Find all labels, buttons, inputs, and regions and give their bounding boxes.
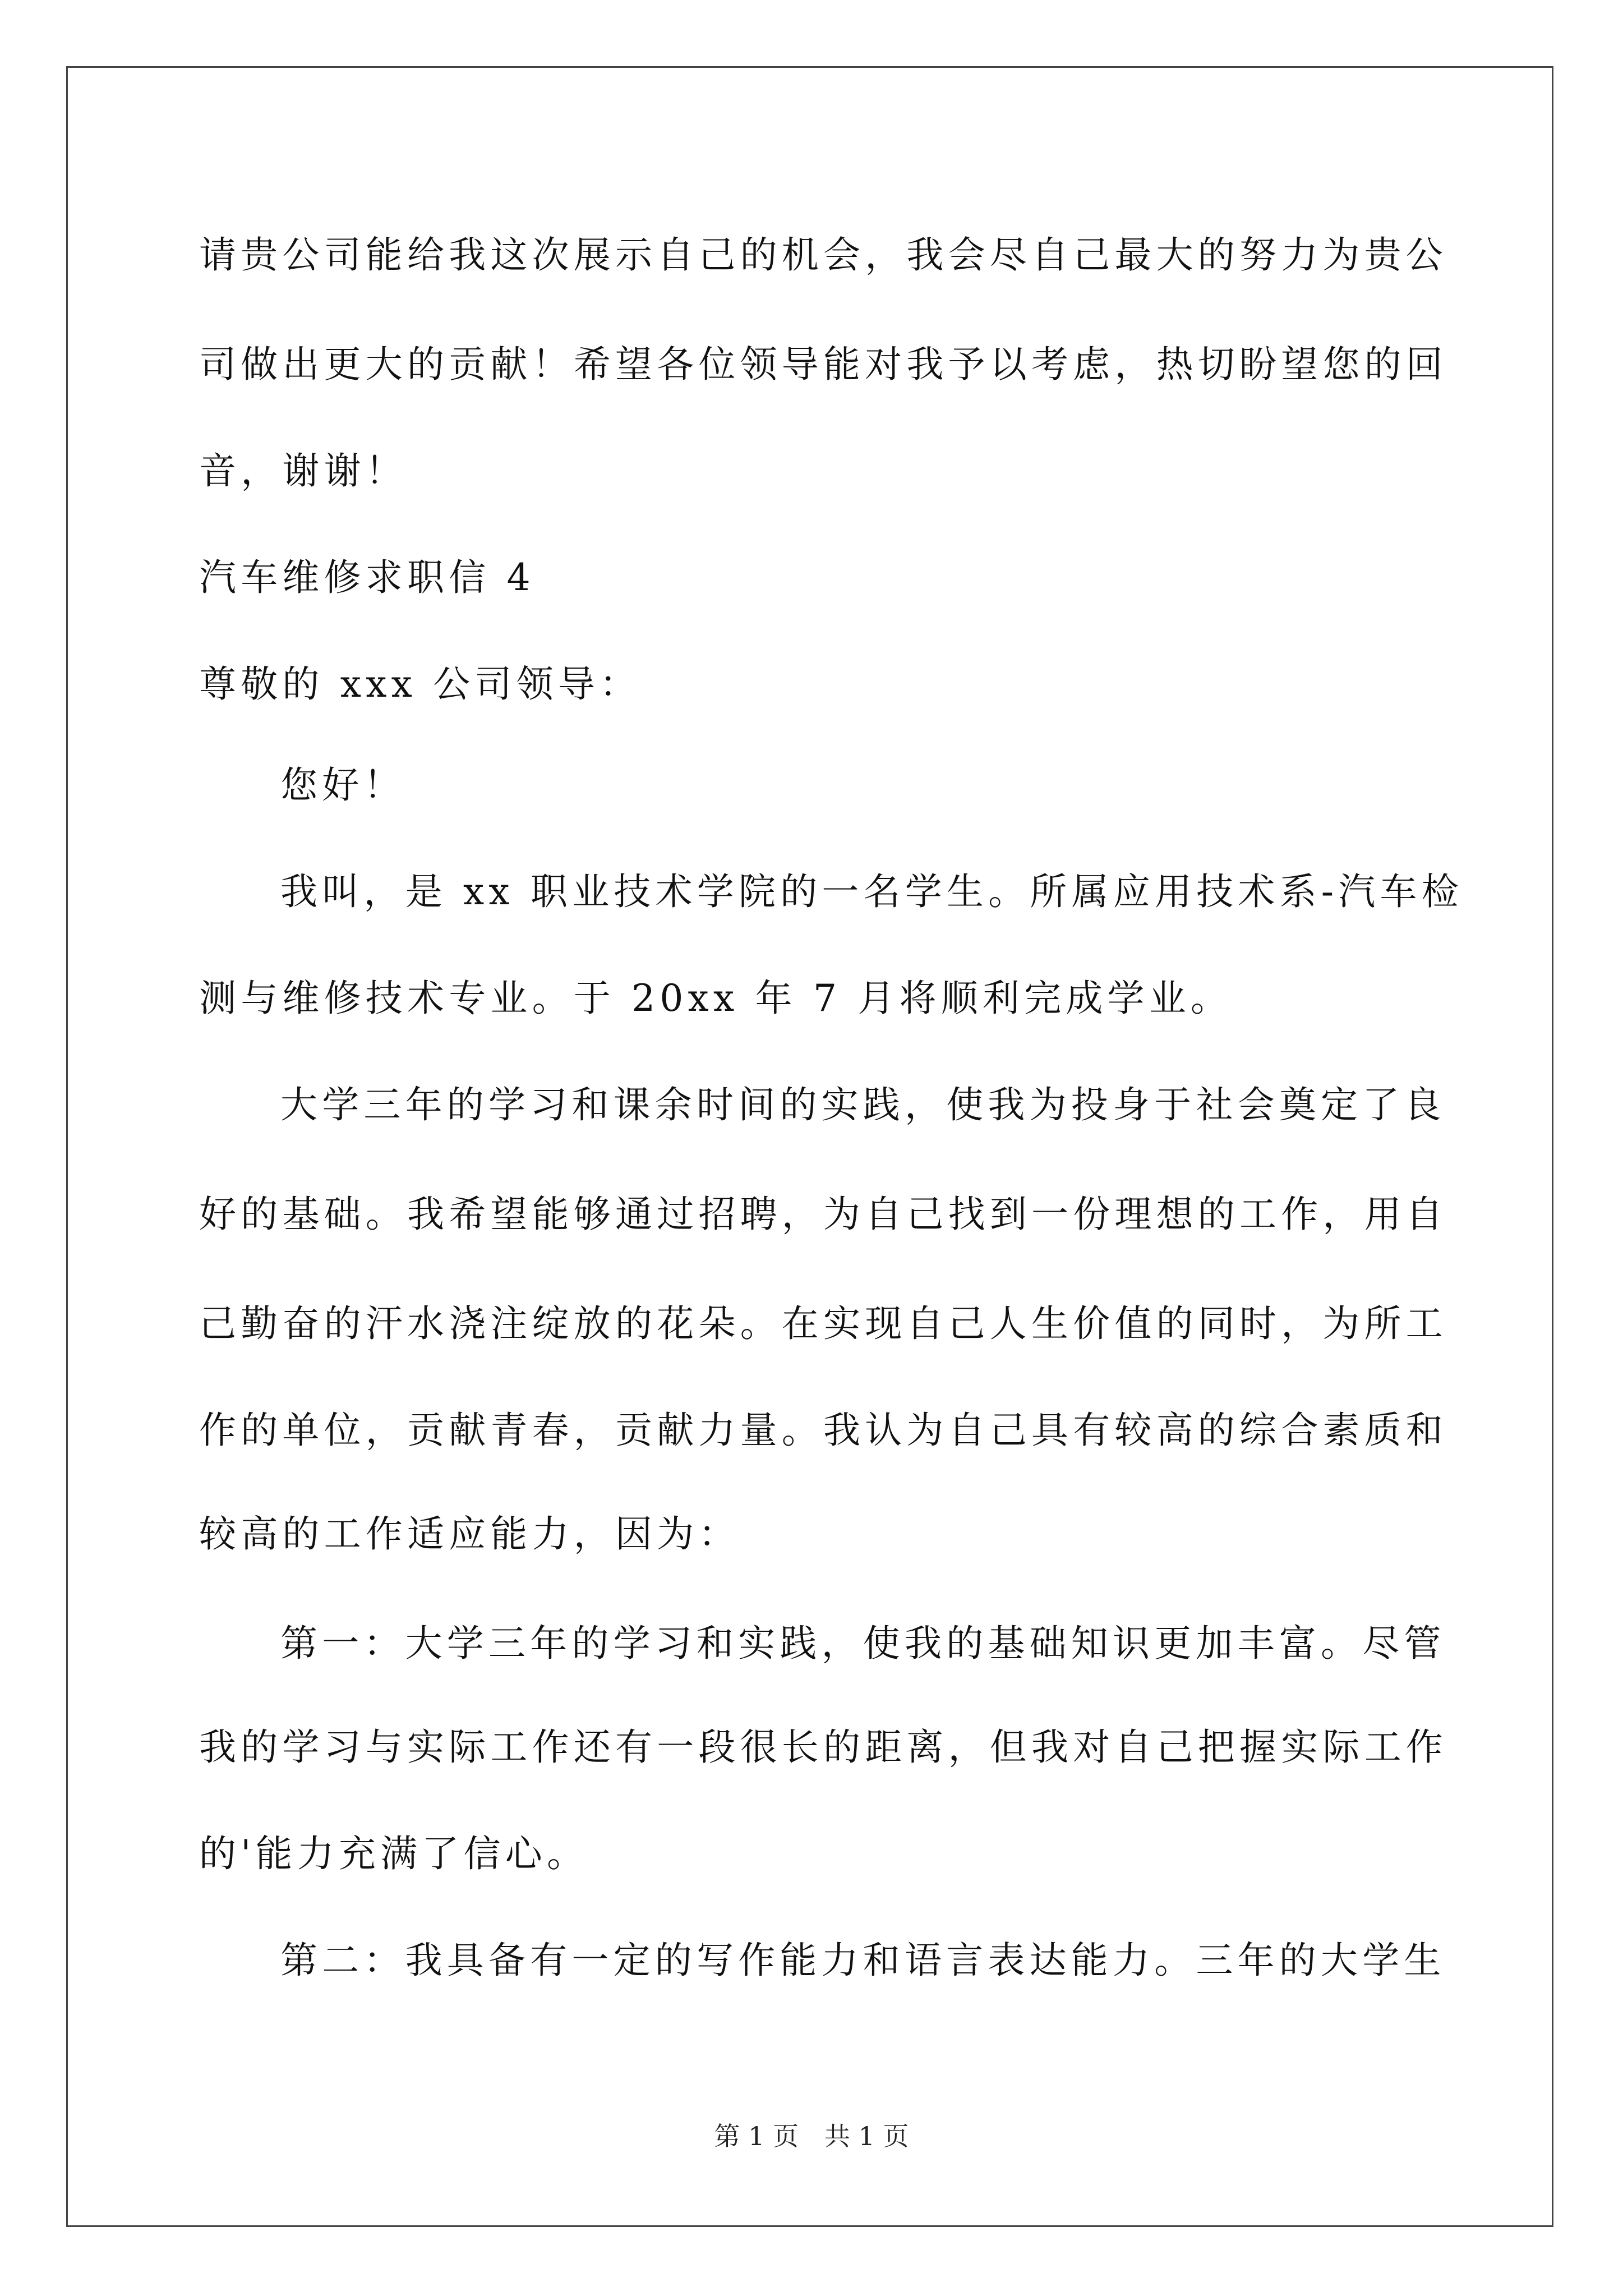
page-frame [66,66,1553,2227]
paragraph-line: 司做出更大的贡献！希望各位领导能对我予以考虑，热切盼望您的回 [199,343,1447,386]
page-footer: 第 1 页 共 1 页 [714,2121,909,2151]
paragraph-line: 大学三年的学习和课余时间的实践，使我为投身于社会奠定了良 [280,1083,1446,1126]
paragraph-line: 我叫，是 xx 职业技术学院的一名学生。所属应用技术系-汽车检 [280,870,1463,913]
paragraph-line: 第二：我具备有一定的写作能力和语言表达能力。三年的大学生 [280,1939,1446,1982]
paragraph-line: 的'能力充满了信心。 [199,1832,589,1875]
paragraph-line: 作的单位，贡献青春，贡献力量。我认为自己具有较高的综合素质和 [199,1409,1447,1452]
salutation: 尊敬的 xxx 公司领导： [199,662,642,706]
paragraph-line: 音，谢谢！ [199,449,407,493]
paragraph-line: 较高的工作适应能力，因为： [199,1512,740,1556]
paragraph-line: 第一：大学三年的学习和实践，使我的基础知识更加丰富。尽管 [280,1622,1446,1665]
section-heading: 汽车维修求职信 4 [199,556,535,599]
paragraph-line: 好的基础。我希望能够通过招聘，为自己找到一份理想的工作，用自 [199,1193,1447,1236]
paragraph-line: 请贵公司能给我这次展示自己的机会，我会尽自己最大的努力为贵公 [199,233,1447,277]
paragraph-line: 己勤奋的汗水浇注绽放的花朵。在实现自己人生价值的同时，为所工 [199,1302,1447,1345]
greeting: 您好！ [280,763,405,807]
paragraph-line: 我的学习与实际工作还有一段很长的距离，但我对自己把握实际工作 [199,1726,1447,1769]
paragraph-line: 测与维修技术专业。于 20xx 年 7 月将顺利完成学业。 [199,977,1233,1020]
